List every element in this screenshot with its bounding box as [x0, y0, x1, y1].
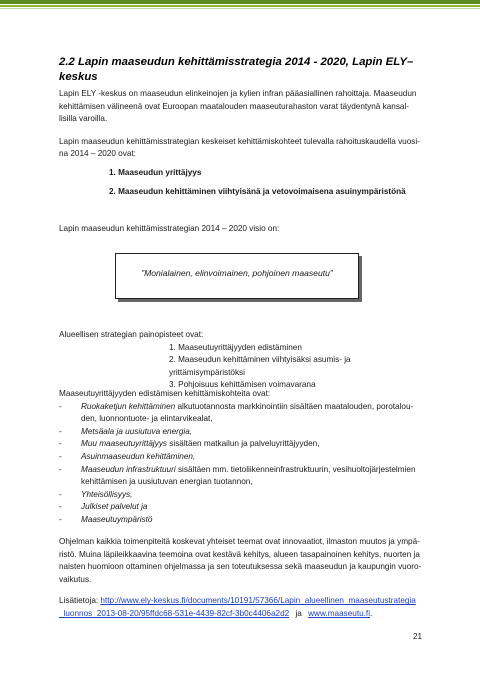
- target-item-1: 1. Maaseudun yrittäjyys: [109, 167, 202, 177]
- development-item-8: [59, 514, 425, 527]
- priority-item-1: 1. Maaseutuyrittäjyyden edistäminen: [169, 342, 302, 352]
- priority-item-3: 3. Pohjoisuus kehittämisen voimavarana: [169, 380, 316, 390]
- development-item-6: [59, 489, 425, 502]
- header-band-light: [0, 8, 480, 9]
- more-info-joiner: ja: [295, 608, 302, 618]
- targets-intro-line-2: na 2014 – 2020 ovat:: [59, 149, 136, 159]
- development-item-1-text: alkutuotannosta markkinointiin sisältäen maatalouden, porotalou-: [175, 401, 414, 411]
- vision-quote-box: [115, 253, 359, 299]
- bullet-dash: -: [59, 514, 62, 524]
- development-item-8-text: Maaseutuympäristö: [81, 514, 153, 524]
- development-item-1-emphasis: Ruokaketjun kehittäminen: [81, 401, 176, 411]
- development-item-1-line-2: den, luonnontuote- ja elintarvikealat,: [81, 414, 213, 424]
- priority-item-2: 2. Maaseudun kehittäminen viihtyisäksi asumis- ja yrittämisympäristöksi: [169, 355, 351, 377]
- themes-section: [59, 536, 425, 621]
- development-item-5-text: sisältäen mm. tietoliikenneinfrastruktuurin, vesihuoltojärjestelmien: [175, 464, 416, 474]
- maaseutu-link[interactable]: www.maaseutu.fi: [308, 608, 371, 618]
- intro-line-3: lisilla varoilla.: [59, 114, 108, 124]
- bullet-dash: -: [59, 464, 62, 474]
- more-info-label: Lisätietoja:: [59, 596, 101, 606]
- development-item-7-text: Julkiset palvelut ja: [81, 502, 148, 512]
- themes-line-2: ristö. Muina läpileikkaavina teemoina ovat kestävä kehitys, alueen tasapainoinen kehitys, nuorten ja: [59, 549, 420, 559]
- bullet-dash: -: [59, 489, 62, 499]
- header-decoration: [0, 0, 480, 15]
- bullet-dash: -: [59, 439, 62, 449]
- vision-intro: Lapin maaseudun kehittämisstrategian 2014 – 2020 visio on:: [59, 224, 280, 234]
- targets-intro-line-1: Lapin maaseudun kehittämisstrategian keskeiset kehittämiskohteet tulevalla rahoituskaudella vuosi-: [59, 136, 420, 146]
- themes-line-1: Ohjelman kaikkia toimenpiteitä koskevat yhteiset teemat ovat innovaatiot, ilmaston muutos ja ympä-: [59, 537, 420, 546]
- header-band-dark: [0, 0, 480, 4]
- development-item-2-text: Metsäala ja uusiutuva energia,: [81, 426, 193, 436]
- bullet-dash: -: [59, 426, 62, 436]
- more-info-paragraph: [59, 595, 425, 620]
- themes-line-4: vaikutus.: [59, 574, 92, 584]
- vision-quote: ”Monialainen, elinvoimainen, pohjoinen maaseutu”: [141, 268, 333, 278]
- page-number: 21: [413, 632, 423, 641]
- section-heading: [59, 55, 425, 85]
- development-intro: Maaseutuyrittäjyyden edistämisen kehittämiskohteita ovat:: [59, 389, 271, 398]
- themes-line-3: naisten huomioon ottaminen ohjelmassa ja sen toteutuksessa sekä maaseudun ja kaupungin vuoro-: [59, 562, 422, 572]
- bullet-dash: -: [59, 451, 62, 461]
- document-body: [59, 55, 425, 236]
- development-item-3-emphasis: Muu maaseutuyrittäjyys: [81, 439, 168, 449]
- bullet-dash: -: [59, 502, 62, 512]
- development-section: [59, 388, 425, 527]
- development-item-4-text: Asuinmaaseudun kehittäminen,: [81, 451, 196, 461]
- development-item-7: [59, 501, 425, 514]
- development-item-3-text: sisältäen matkailun ja palveluyrittäjyyden,: [167, 439, 320, 449]
- development-item-6-text: Yhteisöllisyys,: [81, 489, 133, 499]
- strategy-link[interactable]: http://www.ely-keskus.fi/documents/10191/57366/Lapin_alueellinen_maaseutustrategia: [100, 596, 416, 606]
- themes-paragraph: [59, 536, 425, 586]
- header-band-mid: [0, 5, 480, 7]
- development-item-5-emphasis: Maaseudun infrastruktuuri: [81, 464, 176, 474]
- development-item-4: [59, 451, 425, 464]
- bullet-dash: -: [59, 401, 62, 411]
- priorities-section: [59, 329, 425, 392]
- development-item-2: [59, 426, 425, 439]
- intro-paragraph: [59, 88, 425, 126]
- heading-line-1: 2.2 Lapin maaseudun kehittämisstrategia 2014 - 2020, Lapin ELY–: [59, 56, 414, 68]
- intro-line-1: Lapin ELY -keskus on maaseudun elinkeinojen ja kylien infran pääasiallinen rahoittaja. Maaseudun: [59, 89, 417, 98]
- intro-line-2: kehittämisen välineenä ovat Euroopan maatalouden maaseuturahaston varat täydentynä kansal-: [59, 101, 410, 111]
- development-item-3: [59, 438, 425, 451]
- priorities-intro: Alueellisen strategian painopisteet ovat:: [59, 330, 204, 339]
- heading-line-2: keskus: [59, 71, 98, 83]
- targets-intro: [59, 136, 425, 161]
- target-item-2: 2. Maaseudun kehittäminen viihtyisänä ja vetovoimaisena asuinympäristönä: [109, 186, 406, 196]
- development-item-5: [59, 464, 425, 489]
- development-item-1: [59, 401, 425, 426]
- development-item-5-line-2: kehittämisen ja uusiutuvan energian tuotannon,: [81, 477, 253, 487]
- more-info-end: .: [370, 608, 373, 618]
- strategy-link-continued[interactable]: _luonnos_2013-08-20/95ffdc68-531e-4439-82cf-3b0c4406a2d2: [59, 608, 290, 618]
